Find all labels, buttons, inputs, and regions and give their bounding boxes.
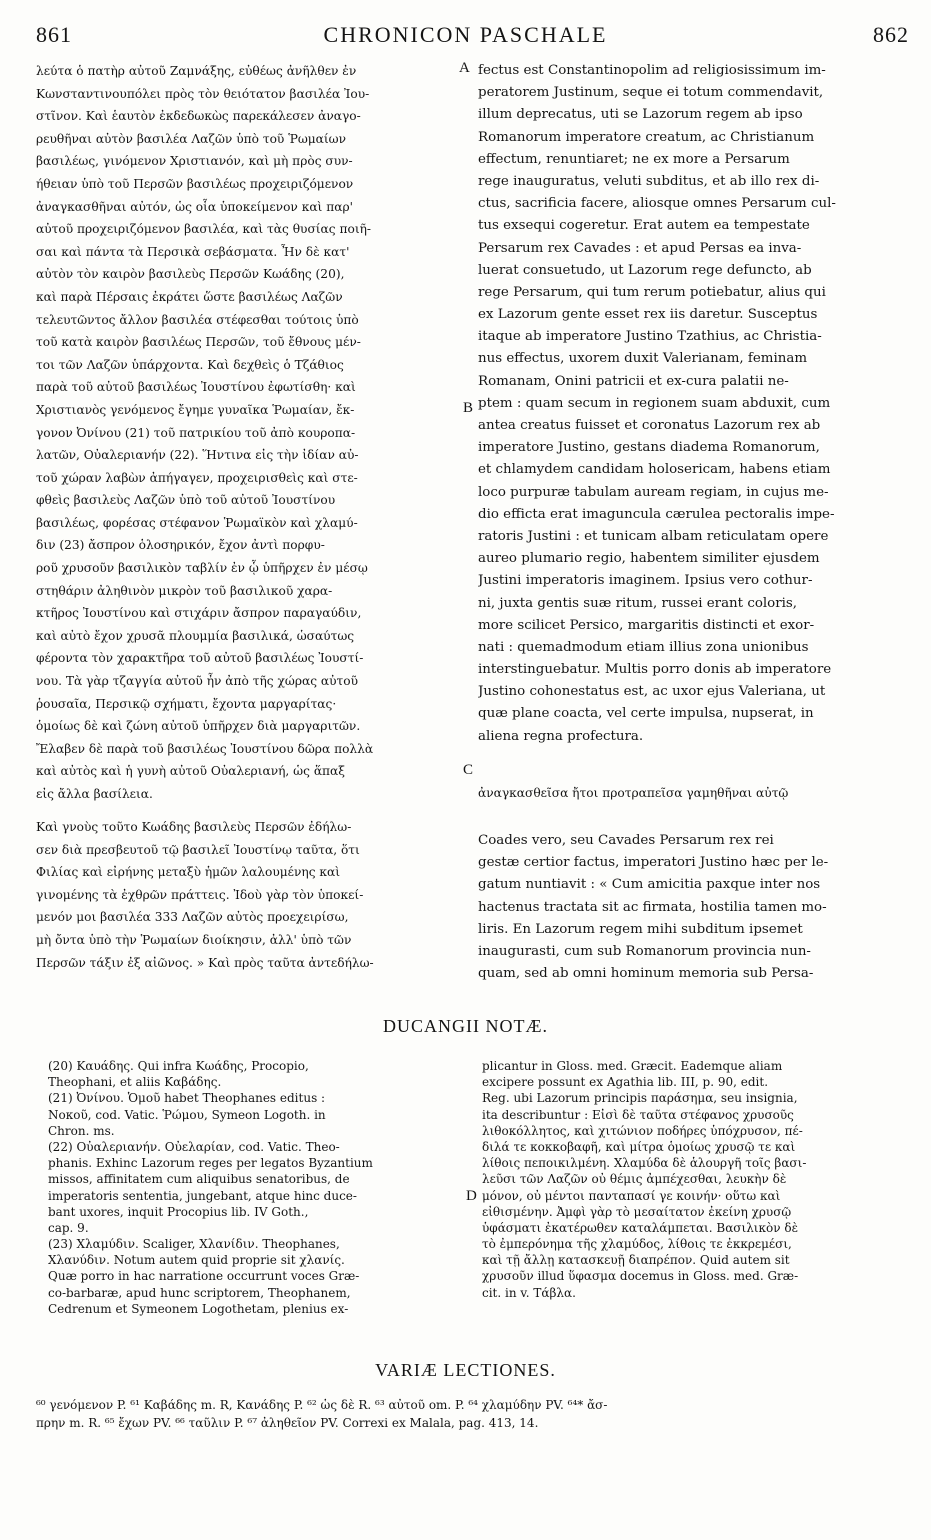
note-line: τὸ ἐμπερόνημα τῆς χλαμύδος, λίθοις τε ἐκκρεμέσι, bbox=[482, 1237, 792, 1252]
note-line: bant uxores, inquit Procopius lib. IV Goth., bbox=[48, 1204, 309, 1219]
note-line: (22) Οὐαλεριανήν. Οὐελαρίαν, cod. Vatic. Theo- bbox=[48, 1139, 340, 1154]
greek-line: Χριστιανὸς γενόμενος ἔγημε γυναῖκα Ῥωμαίαν, ἔκ- bbox=[36, 402, 355, 417]
note-line: Theophani, et aliis Καβάδης. bbox=[48, 1075, 222, 1090]
greek-line: Περσῶν τάξιν ἐξ αἰῶνος. » Καὶ πρὸς ταῦτα ἀντεδήλω- bbox=[36, 955, 374, 970]
greek-line: κτῆρος Ἰουστίνου καὶ στιχάριν ἄσπρον παραγαύδιν, bbox=[36, 606, 362, 621]
latin-line: nus effectus, uxorem duxit Valerianam, feminam bbox=[478, 351, 808, 367]
latin-line: Romanorum imperatore creatum, ac Christianum bbox=[478, 129, 815, 145]
latin-line: fectus est Constantinopolim ad religiosissimum im- bbox=[478, 63, 826, 78]
note-line: ὑφάσματι ἐκατέρωθεν καταλάμπεται. Βασιλικὸν δὲ bbox=[482, 1220, 799, 1235]
greek-line: Ἔλαβεν δὲ παρὰ τοῦ βασιλέως Ἰουστίνου δῶρα πολλὰ bbox=[36, 741, 374, 756]
latin-line: liris. En Lazorum regem mihi subditum ipsemet bbox=[478, 921, 803, 937]
notes-right-column bbox=[482, 1058, 912, 1301]
latin-text-continued bbox=[478, 830, 908, 985]
note-line: excipere possunt ex Agathia lib. III, p. 90, edit. bbox=[482, 1075, 769, 1090]
greek-line: Καὶ γνοὺς τοῦτο Κωάδης βασιλεὺς Περσῶν ἐδήλω- bbox=[36, 820, 352, 834]
note-line: (23) Χλαμύδιν. Scaliger, Χλανίδιν. Theophanes, bbox=[48, 1237, 340, 1252]
notes-heading: DUCANGII NOTÆ. bbox=[383, 1016, 548, 1036]
greek-line: αὐτοῦ προχειριζόμενον βασιλέα, καὶ τὰς θυσίας ποιῆ- bbox=[36, 222, 372, 237]
latin-line: Justino cohonestatus est, ac uxor ejus Valeriana, ut bbox=[478, 684, 826, 700]
greek-line: Κωνσταντινουπόλει πρὸς τὸν θειότατον βασιλέα Ἰου- bbox=[36, 86, 370, 101]
latin-line: aureo plumario regio, habentem similiter ejusdem bbox=[478, 551, 820, 567]
latin-line: rege Persarum, qui tum rerum potiebatur, alius qui bbox=[478, 284, 826, 300]
notes-left-column bbox=[48, 1058, 458, 1317]
greek-line: ἀναγκασθῆναι αὐτόν, ὡς οἷα ὑποκείμενον καὶ παρ' bbox=[36, 199, 353, 214]
greek-line: αὐτὸν τὸν καιρὸν βασιλεὺς Περσῶν Κωάδης (20), bbox=[36, 267, 345, 282]
greek-line: ὁμοίως δὲ καὶ ζώνη αὐτοῦ ὑπῆρχεν διὰ μαργαριτῶν. bbox=[36, 719, 361, 734]
latin-line: ratoris Justini : et tunicam albam reticulatam opere bbox=[478, 528, 829, 544]
note-line: Χλανύδιν. Notum autem quid proprie sit χλανίς. bbox=[48, 1253, 345, 1268]
margin-letter-b: B bbox=[463, 400, 474, 416]
note-line: Νοκοῦ, cod. Vatic. Ῥώμου, Symeon Logoth. in bbox=[48, 1107, 326, 1122]
greek-line: τελευτῶντος ἄλλον βασιλέα στέφεσθαι τούτοις ὑπὸ bbox=[36, 312, 359, 327]
greek-line: παρὰ τοῦ αὐτοῦ βασιλέως Ἰουστίνου ἐφωτίσθη· καὶ bbox=[36, 380, 356, 395]
greek-line: τοι τῶν Λαζῶν ὑπάρχοντα. Καὶ δεχθεὶς ὁ Τζάθιος bbox=[36, 357, 344, 372]
greek-line: βασιλέως, γινόμενον Χριστιανόν, καὶ μὴ πρὸς συν- bbox=[36, 154, 353, 169]
latin-line: interstinguebatur. Multis porro donis ab imperatore bbox=[478, 662, 832, 678]
latin-line: illum deprecatus, uti se Lazorum regem ab ipso bbox=[478, 107, 803, 123]
greek-line: λατῶν, Οὐαλεριανήν (22). Ἥντινα εἰς τὴν ἰδίαν αὐ- bbox=[36, 448, 359, 463]
latin-line: Justini imperatoris imaginem. Ipsius vero cothur- bbox=[478, 573, 813, 589]
note-line: Quæ porro in hac narratione occurrunt voces Græ- bbox=[48, 1269, 360, 1284]
variant-line: πρην m. R. ⁶⁵ ἔχων PV. ⁶⁶ ταῦλιν P. ⁶⁷ ἀληθεῖον PV. Correxi ex Malala, pag. 413, 14. bbox=[36, 1416, 539, 1430]
greek-line: μενόν μοι βασιλέα 333 Λαζῶν αὐτὸς προεχειρίσω, bbox=[36, 910, 349, 925]
greek-line: στῖνον. Καὶ ἑαυτὸν ἐκδεδωκὼς παρεκάλεσεν ἀναγο- bbox=[36, 109, 361, 124]
latin-text-column bbox=[478, 60, 908, 748]
note-line: plicantur in Gloss. med. Græcit. Eademque aliam bbox=[482, 1059, 783, 1073]
greek-line: καὶ αὐτὸς καὶ ἡ γυνὴ αὐτοῦ Οὐαλεριανή, ὡς ἅπαξ bbox=[36, 764, 345, 779]
note-line: καὶ τῇ ἄλλῃ κατασκευῇ διαπρέπον. Quid autem sit bbox=[482, 1253, 790, 1268]
greek-line: γονον Ὀνίνου (21) τοῦ πατρικίου τοῦ ἀπὸ κουροπα- bbox=[36, 425, 356, 440]
latin-line: gatum nuntiavit : « Cum amicitia paxque inter nos bbox=[478, 877, 821, 893]
note-line: λίθοις πεποικιλμένη. Χλαμύδα δὲ ἁλουργῆ τοῖς βασι- bbox=[482, 1156, 807, 1171]
running-title: CHRONICON PASCHALE bbox=[323, 22, 608, 47]
variant-readings bbox=[36, 1396, 916, 1432]
variant-line: ⁶⁰ γενόμενον P. ⁶¹ Καβάδης m. R, Κανάδης P. ⁶² ὡς δὲ R. ⁶³ αὐτοῦ om. P. ⁶⁴ χλαμύδην PV. ⁶⁴* ἄσ- bbox=[36, 1398, 608, 1412]
greek-line: μὴ ὄντα ὑπὸ τὴν Ῥωμαίων διοίκησιν, ἀλλ' ὑπὸ τῶν bbox=[36, 932, 352, 947]
latin-line: Coades vero, seu Cavades Persarum rex rei bbox=[478, 833, 774, 848]
latin-line: quæ plane coacta, vel certe impulsa, nupserat, in bbox=[478, 706, 814, 722]
greek-line: νου. Τὰ γὰρ τζαγγία αὐτοῦ ἦν ἀπὸ τῆς χώρας αὐτοῦ bbox=[36, 674, 359, 689]
latin-line: antea creatus fuisset et coronatus Lazorum rex ab bbox=[478, 418, 821, 433]
note-line: μόνον, οὐ μέντοι πανταπασί γε κοινήν· οὕτω καὶ bbox=[482, 1188, 781, 1203]
note-line: phanis. Exhinc Lazorum reges per legatos Byzantium bbox=[48, 1156, 373, 1171]
note-line: missos, affinitatem cum aliquibus senatoribus, de bbox=[48, 1172, 350, 1187]
note-line: (20) Καυάδης. Qui infra Κωάδης, Procopio, bbox=[48, 1059, 309, 1073]
greek-line: Φιλίας καὶ εἰρήνης μεταξὺ ἡμῶν λαλουμένης καὶ bbox=[36, 865, 341, 880]
greek-line: βασιλέως, φορέσας στέφανον Ῥωμαϊκὸν καὶ χλαμύ- bbox=[36, 515, 358, 530]
greek-line: λεύτα ὁ πατὴρ αὐτοῦ Ζαμνάξης, εὐθέως ἀνῆλθεν ἐν bbox=[36, 64, 357, 78]
greek-line: φθεὶς βασιλεὺς Λαζῶν ὑπὸ τοῦ αὐτοῦ Ἰουστίνου bbox=[36, 493, 336, 508]
greek-line: γινομένης τὰ ἐχθρῶν πράττεις. Ἰδοὺ γὰρ τὸν ὑποκεί- bbox=[36, 887, 364, 902]
latin-line: dio effictа erat imaguncula cærulea pectoralis impe- bbox=[478, 506, 835, 522]
margin-letter-d: D bbox=[466, 1188, 477, 1204]
latin-line: aliena regna profectura. bbox=[478, 728, 644, 744]
note-line: co-barbaræ, apud hunc scriptorem, Theophanem, bbox=[48, 1285, 351, 1300]
note-line: (21) Ὀνίνου. Ὁμοῦ habet Theophanes editus : bbox=[48, 1091, 326, 1106]
greek-line: ρευθῆναι αὐτὸν βασιλέα Λαζῶν ὑπὸ τοῦ Ῥωμαίων bbox=[36, 131, 347, 146]
greek-text-column bbox=[36, 60, 456, 806]
latin-line: effectum, renuntiaret; ne ex more a Persarum bbox=[478, 151, 790, 167]
note-line: χρυσοῦν illud ὕφασμα docemus in Gloss. med. Græ- bbox=[482, 1269, 799, 1284]
greek-line: ῥουσαῖα, Περσικῷ σχήματι, ἔχοντα μαργαρίτας· bbox=[36, 696, 337, 711]
greek-line: φέροντα τὸν χαρακτῆρα τοῦ αὐτοῦ βασιλέως Ἰουστί- bbox=[36, 651, 364, 666]
variae-heading: VARIÆ LECTIONES. bbox=[375, 1360, 556, 1380]
latin-line: imperatore Justino, gestans diadema Romanorum, bbox=[478, 440, 820, 456]
latin-line: ex Lazorum gente esset rex iis daretur. Susceptus bbox=[478, 307, 818, 323]
greek-line: διν (23) ἄσπρον ὁλοσηρικόν, ἔχον ἀντὶ πορφυ- bbox=[36, 538, 325, 553]
greek-line: στηθάριν ἀληθινὸν μικρὸν τοῦ βασιλικοῦ χαρα- bbox=[36, 583, 333, 598]
latin-line: more scilicet Persico, margaritis distincti et exor- bbox=[478, 617, 815, 633]
latin-line: gestæ certior factus, imperatori Justino hæc per le- bbox=[478, 855, 829, 871]
latin-line: loco purpuræ tabulam auream regiam, in cujus me- bbox=[478, 484, 829, 500]
note-line: λιθοκόλλητος, καὶ χιτώνιον ποδήρες ὑπόχρυσον, πέ- bbox=[482, 1123, 803, 1138]
note-line: λεῦσι τῶν Λαζῶν οὐ θέμις ἀμπέχεσθαι, λευκὴν δὲ bbox=[482, 1172, 787, 1187]
greek-line: ροῦ χρυσοῦν βασιλικὸν ταβλίν ἐν ᾧ ὑπῆρχεν ἐν μέσῳ bbox=[36, 561, 368, 576]
margin-letter-c: C bbox=[463, 762, 474, 778]
note-line: Chron. ms. bbox=[48, 1123, 115, 1138]
note-line: cap. 9. bbox=[48, 1220, 89, 1235]
page-number-left: 861 bbox=[36, 22, 72, 47]
note-line: Cedrenum et Symeonem Logothetam, plenius ex- bbox=[48, 1301, 349, 1316]
note-line: ita describuntur : Εἰσὶ δὲ ταῦτα στέφανος χρυσοῦς bbox=[482, 1107, 794, 1122]
latin-line: Persarum rex Cavades : et apud Persas ea inva- bbox=[478, 240, 802, 256]
latin-line: inaugurasti, cum sub Romanorum provincia nun- bbox=[478, 943, 811, 959]
greek-text-continued bbox=[36, 816, 456, 974]
page-number-right: 862 bbox=[873, 22, 909, 47]
greek-line: καὶ παρὰ Πέρσαις ἐκράτει ὥστε βασιλέως Λαζῶν bbox=[36, 289, 343, 304]
greek-line: καὶ αὐτὸ ἔχον χρυσᾶ πλουμμία βασιλικά, ὡσαύτως bbox=[36, 628, 355, 643]
margin-letter-a: A bbox=[459, 60, 470, 76]
note-line: imperatoris sententia, jungebant, atque hinc duce- bbox=[48, 1188, 357, 1203]
latin-line: quam, sed ab omni hominum memoria sub Persa- bbox=[478, 966, 814, 982]
note-line: διλά τε κοκκοβαφῆ, καὶ μίτρα ὁμοίως χρυσῷ τε καὶ bbox=[482, 1139, 796, 1154]
latin-line: ctus, sacrificia facere, aliosque omnes Persarum cul- bbox=[478, 196, 836, 212]
greek-line: ήθειαν ὑπὸ τοῦ Περσῶν βασιλέως προχειριζόμενον bbox=[36, 176, 354, 191]
latin-line: peratorem Justinum, seque ei totum commendavit, bbox=[478, 85, 824, 101]
latin-line: nati : quemadmodum etiam illius zona unionibus bbox=[478, 639, 809, 655]
latin-line: luerat consuetudo, ut Lazorum rege defuncto, ab bbox=[478, 262, 812, 278]
note-line: cit. in v. Τάβλα. bbox=[482, 1285, 576, 1300]
greek-continuation-line: ἀναγκασθεῖσα ἤτοι προτραπεῖσα γαμηθῆναι αὐτῷ bbox=[478, 786, 789, 800]
greek-line: εἰς ἄλλα βασίλεια. bbox=[36, 787, 153, 801]
greek-line: σαι καὶ πάντα τὰ Περσικὰ σεβάσματα. Ἦν δὲ κατ' bbox=[36, 244, 350, 259]
latin-line: et chlamydem candidam holosericam, habens etiam bbox=[478, 462, 831, 478]
greek-line: τοῦ χώραν λαβὼν ἀπήγαγεν, προχειρισθεὶς καὶ στε- bbox=[36, 470, 358, 485]
greek-line: τοῦ κατὰ καιρὸν βασιλέως Περσῶν, τοῦ ἔθνους μέν- bbox=[36, 335, 361, 350]
latin-line: rege inauguratus, veluti subditus, et ab illo rex di- bbox=[478, 173, 820, 189]
greek-line: σεν διὰ πρεσβευτοῦ τῷ βασιλεῖ Ἰουστίνῳ ταῦτα, ὅτι bbox=[36, 842, 360, 857]
latin-line: ptem : quam secum in regionem suam abduxit, cum bbox=[478, 395, 831, 411]
latin-line: ni, juxta gentis suæ ritum, russei erant coloris, bbox=[478, 595, 798, 611]
latin-line: Romanam, Onini patricii et ex-cura palatii ne- bbox=[478, 373, 789, 389]
latin-line: hactenus tractata sit ac firmata, hostilia tamen mo- bbox=[478, 899, 827, 915]
note-line: εἰθισμένην. Ἀμφὶ γὰρ τὸ μεσαίτατον ἐκείνη χρυσῷ bbox=[482, 1204, 792, 1219]
note-line: Reg. ubi Lazorum principis παράσημα, seu insignia, bbox=[482, 1091, 798, 1106]
latin-line: tus exsequi cogeretur. Erat autem ea tempestate bbox=[478, 218, 810, 234]
latin-line: itaque ab imperatore Justino Tzathius, ac Christia- bbox=[478, 329, 822, 345]
